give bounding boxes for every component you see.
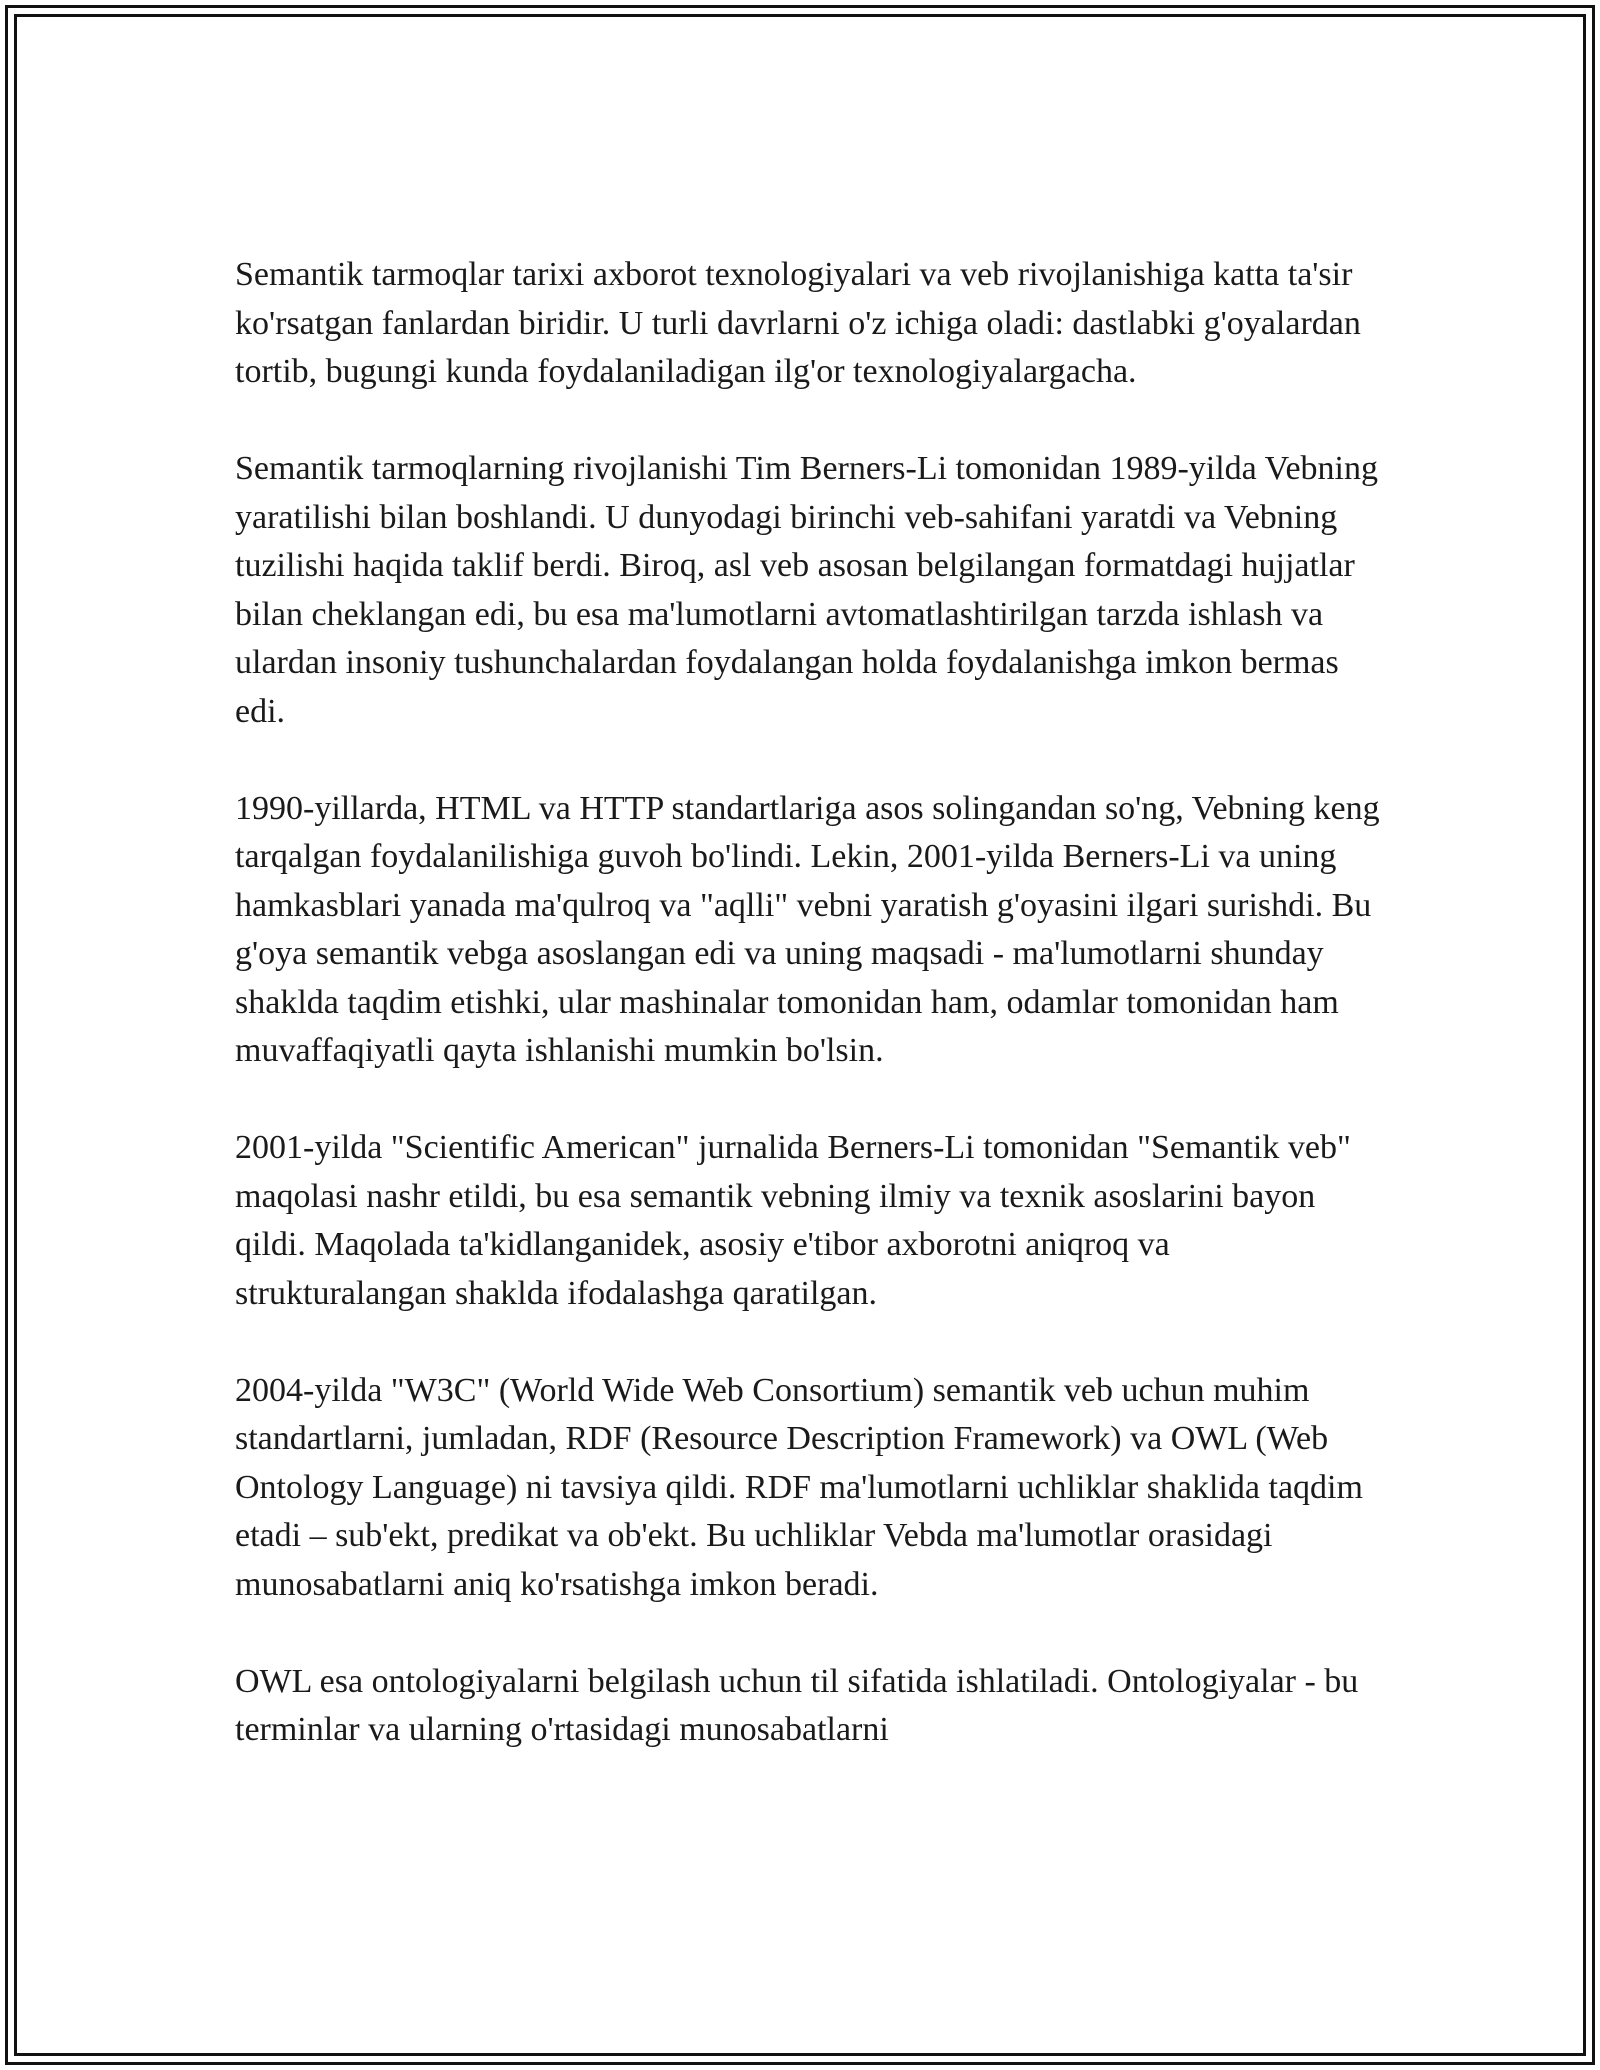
paragraph-2: Semantik tarmoqlarning rivojlanishi Tim Berners-Li tomonidan 1989-yilda Vebning yaratilishi bilan boshlandi. U dunyodagi birinchi veb-sahifani yaratdi va Vebning tuzilishi haqida taklif berdi. Biroq, asl veb asosan belgilangan formatdagi hujjatlar bilan cheklangan edi, bu esa ma'lumotlarni avtomatlashtirilgan tarzda ishlash va ulardan insoniy tushunchalardan foydalangan holda foydalanishga imkon bermas edi.: [235, 450, 1378, 730]
paragraph-1: Semantik tarmoqlar tarixi axborot texnologiyalari va veb rivojlanishiga katta ta'sir ko'rsatgan fanlardan biridir. U turli davrlarni o'z ichiga oladi: dastlabki g'oyalardan tortib, bugungi kunda foydalaniladigan ilg'or texnologiyalargacha.: [235, 256, 1361, 390]
paragraph-5: 2004-yilda "W3C" (World Wide Web Consortium) semantik veb uchun muhim standartlarni, jumladan, RDF (Resource Description Framework) va OWL (Web Ontology Language) ni tavsiya qildi. RDF ma'lumotlarni uchliklar shaklida taqdim etadi – sub'ekt, predikat va ob'ekt. Bu uchliklar Vebda ma'lumotlar orasidagi munosabatlarni aniq ko'rsatishga imkon beradi.: [235, 1371, 1363, 1603]
paragraph-4: 2001-yilda "Scientific American" jurnalida Berners-Li tomonidan "Semantik veb" maqolasi nashr etildi, bu esa semantik vebning ilmiy va texnik asoslarini bayon qildi. Maqolada ta'kidlanganidek, asosiy e'tibor axborotni aniqroq va strukturalangan shaklda ifodalashga qaratilgan.: [235, 1129, 1351, 1312]
document-body: [235, 251, 1385, 1755]
paragraph-6: OWL esa ontologiyalarni belgilash uchun til sifatida ishlatiladi. Ontologiyalar - bu terminlar va ularning o'rtasidagi munosabatlarni: [235, 1662, 1359, 1748]
paragraph-3: 1990-yillarda, HTML va HTTP standartlariga asos solingandan so'ng, Vebning keng tarqalgan foydalanilishiga guvoh bo'lindi. Lekin, 2001-yilda Berners-Li va uning hamkasblari yanada ma'qulroq va "aqlli" vebni yaratish g'oyasini ilgari surishdi. Bu g'oya semantik vebga asoslangan edi va uning maqsadi - ma'lumotlarni shunday shaklda taqdim etishki, ular mashinalar tomonidan ham, odamlar tomonidan ham muvaffaqiyatli qayta ishlanishi mumkin bo'lsin.: [235, 789, 1380, 1069]
